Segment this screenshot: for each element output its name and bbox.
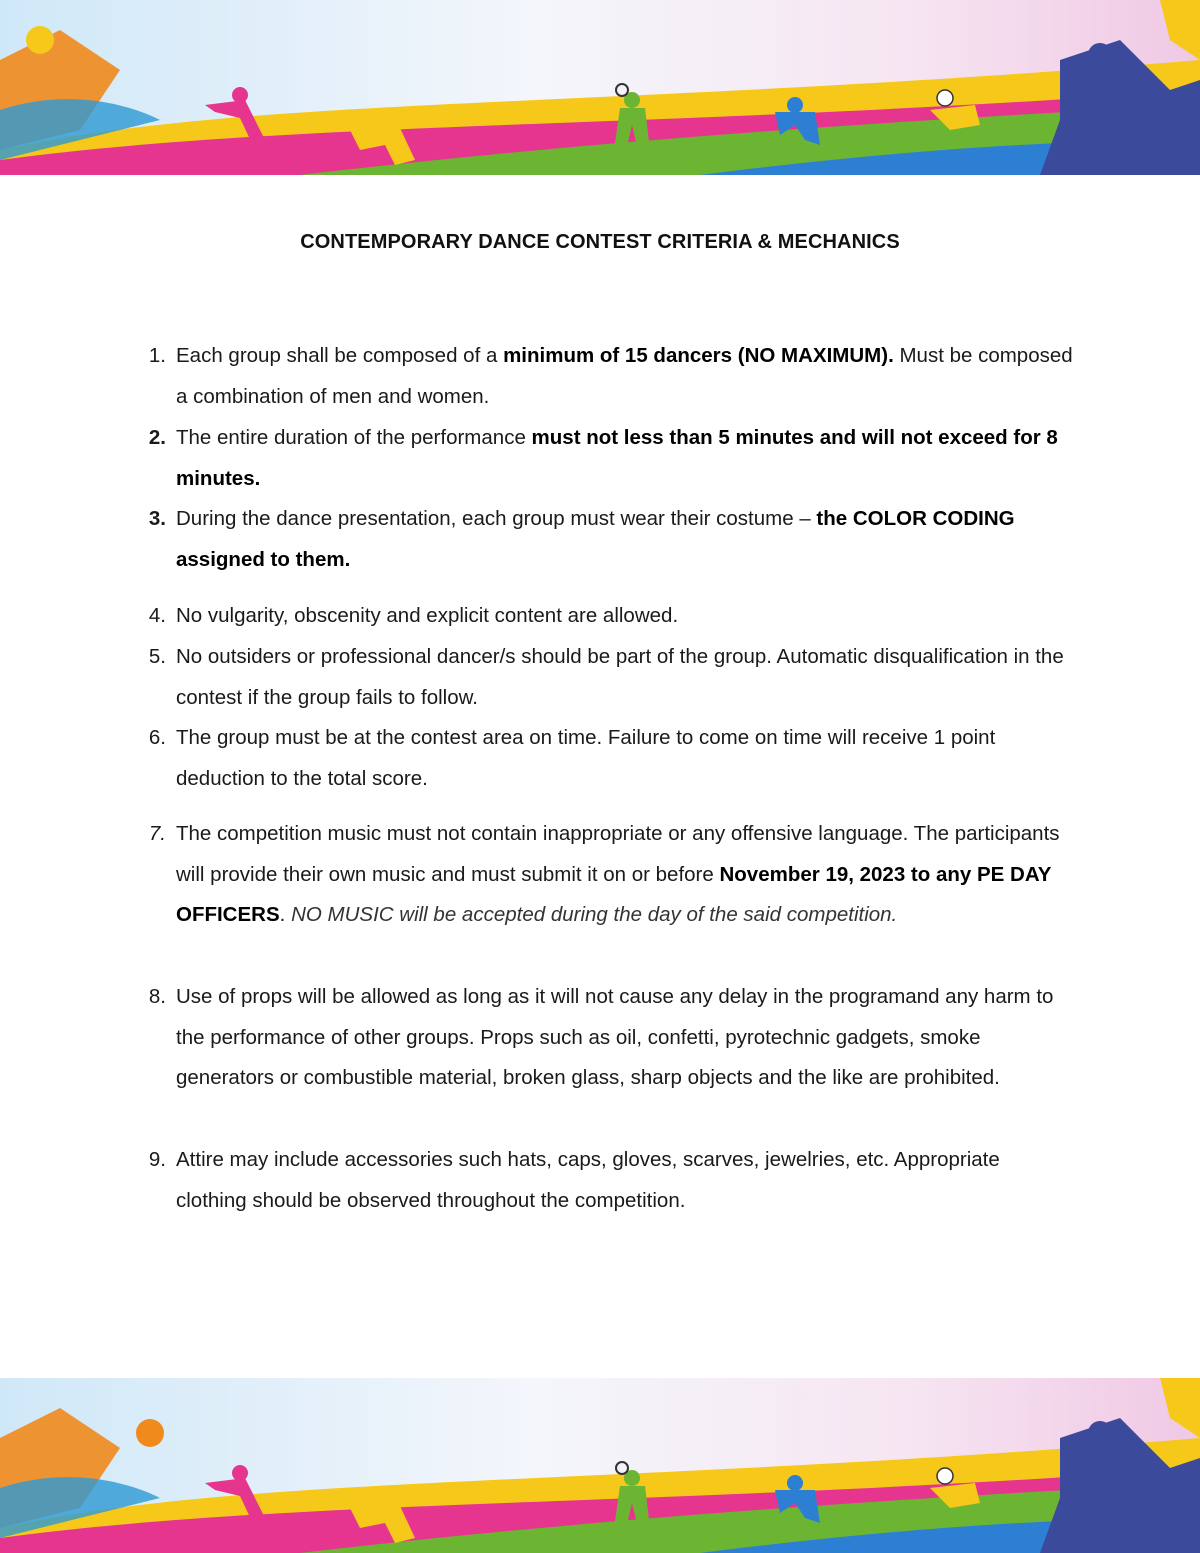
list-item [148, 814, 1076, 936]
list-item-number: 3. [148, 507, 166, 530]
list-item [148, 1140, 1076, 1221]
banner-illustration [0, 0, 1200, 175]
list-item-text: Attire may include accessories such hats, caps, gloves, scarves, jewelries, etc. Appropriate clothing should be observed throughout the competition. [176, 1148, 1000, 1212]
list-item-text: The group must be at the contest area on time. Failure to come on time will receive 1 point deduction to the total score. [176, 726, 996, 790]
list-item-italic-note: NO MUSIC will be accepted during the day of the said competition. [291, 903, 898, 926]
header-sports-banner [0, 0, 1200, 175]
list-item-text: No outsiders or professional dancer/s should be part of the group. Automatic disqualification in the contest if the group fails to follow. [176, 645, 1064, 709]
list-item [148, 637, 1076, 718]
list-item-emphasis: the COLOR CODING assigned to them. [176, 507, 1015, 571]
page-title: CONTEMPORARY DANCE CONTEST CRITERIA & MECHANICS [300, 231, 900, 253]
list-item-text: During the dance presentation, each group must wear their costume – [176, 507, 817, 530]
banner-illustration [0, 1378, 1200, 1553]
list-item-number: 2. [148, 426, 166, 449]
list-item-number: 8. [148, 985, 166, 1008]
list-item [148, 596, 1076, 637]
list-item-text: Each group shall be composed of a [176, 344, 504, 367]
list-item-text: The competition music must not contain inappropriate or any offensive language. The participants will provide their own music and must submit it on or before [176, 822, 1060, 886]
list-item-number: 7. [148, 822, 166, 845]
list-item-emphasis: must not less than 5 minutes and will not exceed for 8 minutes. [176, 426, 1058, 490]
list-item-emphasis: minimum of 15 dancers (NO MAXIMUM). [503, 344, 894, 367]
list-item [148, 499, 1076, 580]
list-item-text: No vulgarity, obscenity and explicit content are allowed. [176, 604, 679, 627]
list-item-number: 6. [148, 726, 166, 749]
list-item-text: . [279, 903, 292, 926]
list-item-text: Must be composed a combination of men and women. [176, 344, 1073, 408]
list-item [148, 336, 1076, 417]
list-item-emphasis: November 19, 2023 to any PE DAY OFFICERS [176, 862, 1052, 926]
list-item [148, 977, 1076, 1099]
footer-sports-banner [0, 1378, 1200, 1553]
list-item-number: 4. [148, 604, 166, 627]
list-item-text: Use of props will be allowed as long as it will not cause any delay in the programand any harm to the performance of other groups. Props such as oil, confetti, pyrotechnic gadgets, smoke generators or combustible material, broken glass, sharp objects and the like are prohibited. [176, 985, 1054, 1089]
list-item-number: 5. [148, 645, 166, 668]
list-item-number: 1. [148, 344, 166, 367]
list-item [148, 718, 1076, 799]
list-item [148, 418, 1076, 499]
list-item-number: 9. [148, 1148, 166, 1171]
list-item-text: The entire duration of the performance [176, 426, 532, 449]
